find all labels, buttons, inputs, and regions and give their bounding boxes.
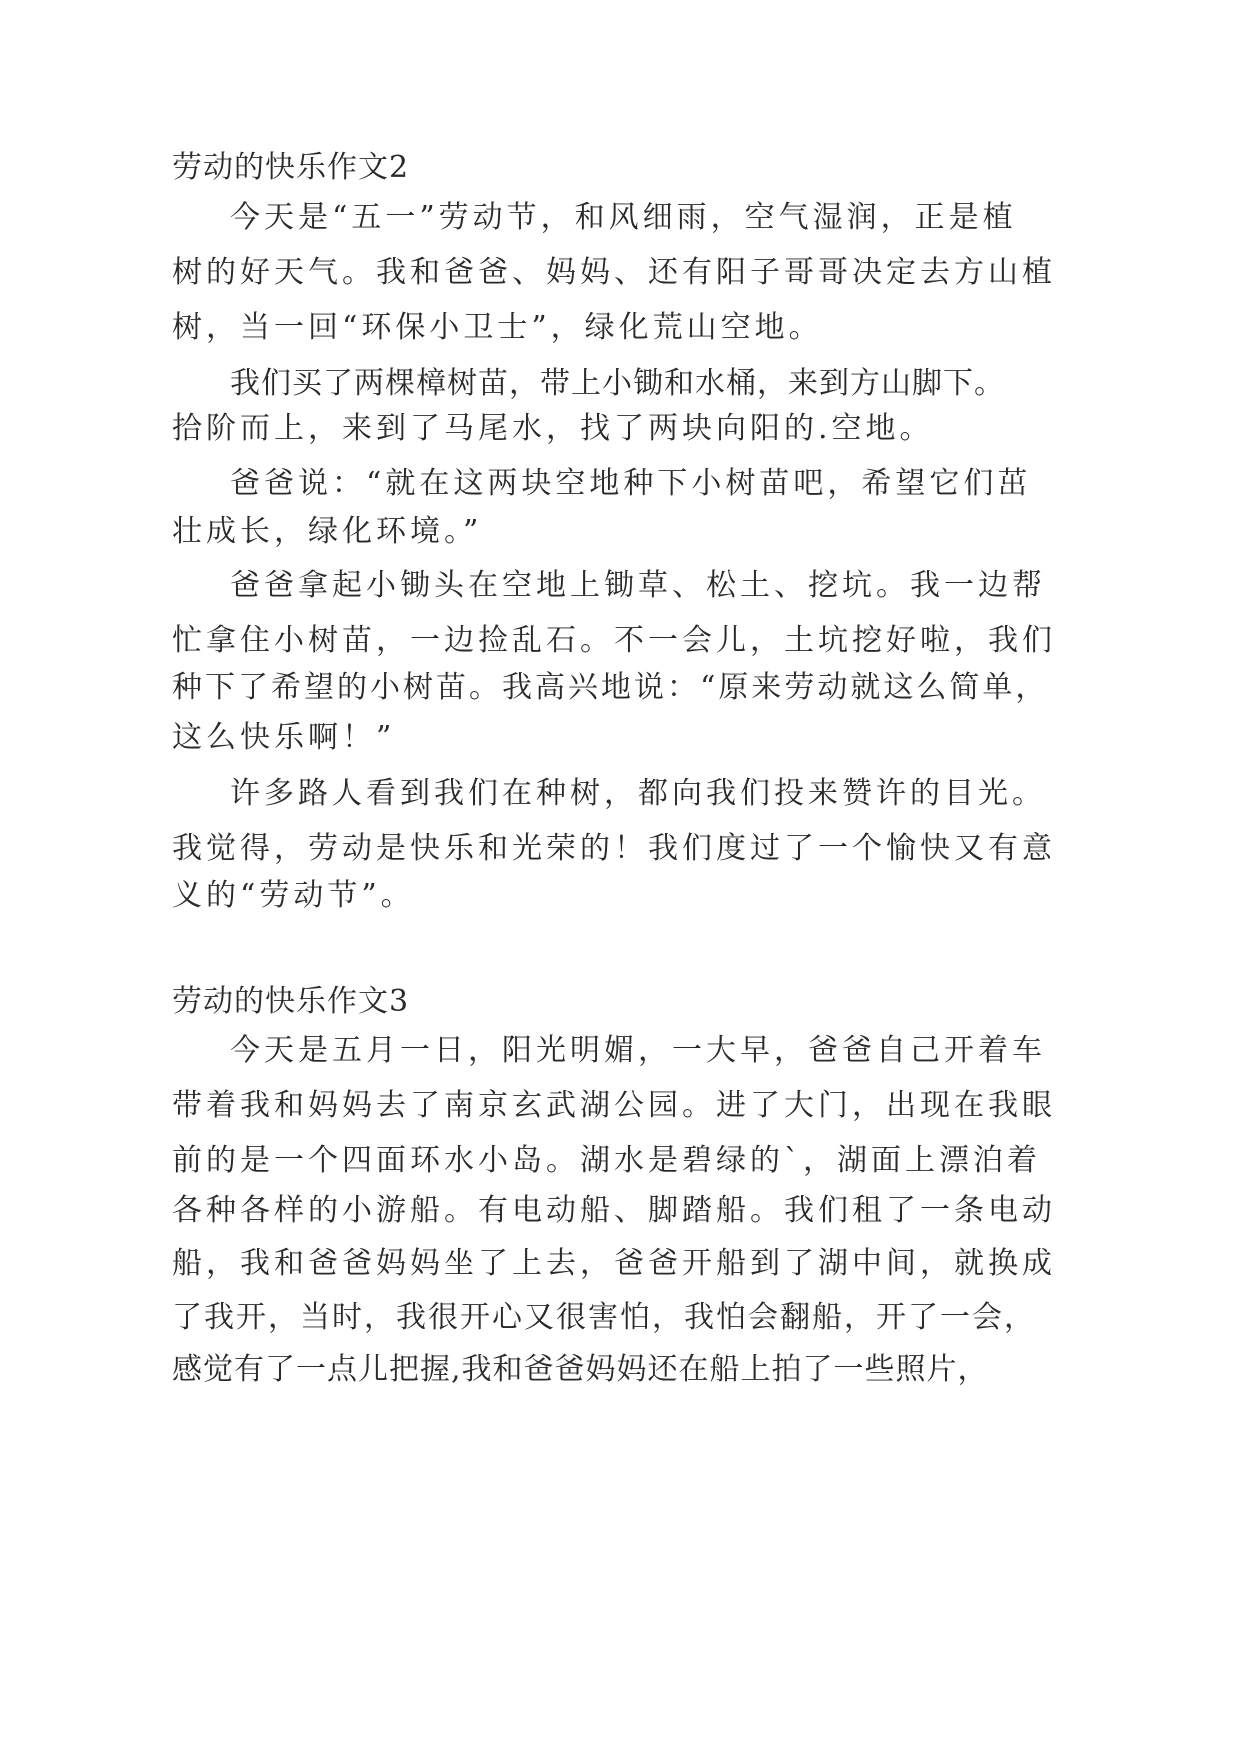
paragraph-line: 前的是一个四面环水小岛。湖水是碧绿的`，湖面上漂泊着 <box>172 1143 1041 1178</box>
paragraph-line: 各种各样的小游船。有电动船、脚踏船。我们租了一条电动 <box>172 1193 1056 1228</box>
paragraph-line: 许多路人看到我们在种树，都向我们投来赞许的目光。 <box>230 776 1046 811</box>
paragraph-line: 拾阶而上，来到了马尾水，找了两块向阳的.空地。 <box>172 411 934 446</box>
paragraph-line: 这么快乐啊！” <box>172 720 396 755</box>
paragraph-line: 忙拿住小树苗，一边捡乱石。不一会儿，土坑挖好啦，我们 <box>172 623 1056 658</box>
paragraph-line: 船，我和爸爸妈妈坐了上去，爸爸开船到了湖中间，就换成 <box>172 1246 1056 1281</box>
paragraph-line: 义的“劳动节”。 <box>172 878 415 913</box>
paragraph-line: 壮成长，绿化环境。” <box>172 514 483 549</box>
paragraph-line: 了我开，当时，我很开心又很害怕，我怕会翻船，开了一会， <box>172 1300 1036 1335</box>
paragraph-line: 爸爸拿起小锄头在空地上锄草、松土、挖坑。我一边帮 <box>230 568 1046 603</box>
paragraph-line: 感觉有了一点儿把握,我和爸爸妈妈还在船上拍了一些照片， <box>172 1352 989 1387</box>
paragraph-line: 带着我和妈妈去了南京玄武湖公园。进了大门，出现在我眼 <box>172 1088 1056 1123</box>
paragraph-line: 我觉得，劳动是快乐和光荣的！我们度过了一个愉快又有意 <box>172 831 1056 866</box>
section-title: 劳动的快乐作文2 <box>172 150 410 185</box>
paragraph-line: 今天是五月一日，阳光明媚，一大早，爸爸自己开着车 <box>230 1033 1046 1068</box>
paragraph-line: 我们买了两棵樟树苗，带上小锄和水桶，来到方山脚下。 <box>230 366 1005 401</box>
paragraph-line: 树的好天气。我和爸爸、妈妈、还有阳子哥哥决定去方山植 <box>172 255 1056 290</box>
paragraph-line: 树，当一回“环保小卫士”，绿化荒山空地。 <box>172 310 823 345</box>
paragraph-line: 种下了希望的小树苗。我高兴地说：“原来劳动就这么简单， <box>172 670 1049 705</box>
section-title: 劳动的快乐作文3 <box>172 984 410 1019</box>
paragraph-line: 今天是“五一”劳动节，和风细雨，空气湿润，正是植 <box>230 200 1017 235</box>
paragraph-line: 爸爸说：“就在这两块空地种下小树苗吧，希望它们茁 <box>230 466 1032 501</box>
